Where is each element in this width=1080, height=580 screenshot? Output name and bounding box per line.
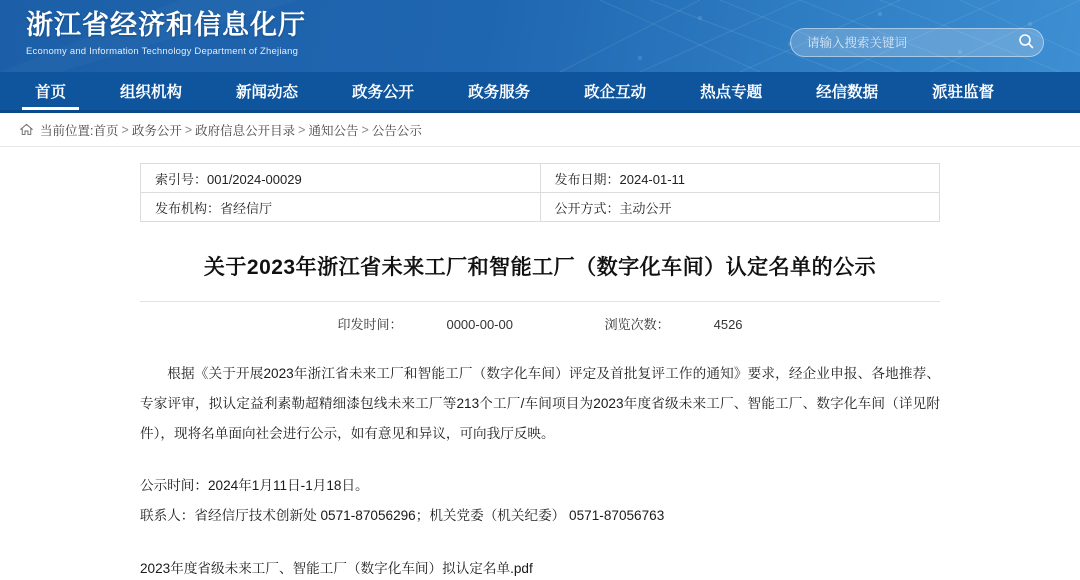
nav-label: 政务公开	[352, 84, 415, 101]
breadcrumb-item-0[interactable]: 首页	[93, 123, 119, 138]
nav-item-0[interactable]	[8, 72, 93, 110]
attachment-link[interactable]: 2023年度省级未来工厂、智能工厂（数字化车间）拟认定名单.pdf	[140, 561, 533, 576]
nav-item-7[interactable]	[789, 72, 905, 110]
home-icon	[20, 123, 33, 136]
article-container	[0, 147, 1080, 577]
article-paragraph-2: 公示时间：2024年1月11日-1月18日。	[140, 478, 369, 493]
breadcrumb-prefix: 当前位置:	[40, 123, 94, 138]
print-time-label: 印发时间：	[337, 317, 403, 332]
search-input[interactable]	[791, 36, 1009, 50]
site-brand[interactable]	[26, 9, 306, 59]
search-button[interactable]	[1009, 29, 1043, 56]
nav-label: 政企互动	[584, 84, 647, 101]
breadcrumb-item-2[interactable]: 政府信息公开目录	[195, 123, 296, 138]
search-icon	[1018, 33, 1034, 52]
nav-item-3[interactable]	[325, 72, 441, 110]
article-paragraph-3: 联系人：省经信厅技术创新处 0571-87056296；机关党委（机关纪委） 0571-87056763	[140, 508, 665, 523]
article-paragraph-1: 根据《关于开展2023年浙江省未来工厂和智能工厂（数字化车间）评定及首批复评工作的通知》要求，经企业申报、各地推荐、专家评审，拟认定益利素勒超精细漆包线未来工厂等213个工厂/车间项目为2023年度省级未来工厂、智能工厂、数字化车间（详见附件），现将名单面向社会进行公示，如有意见和异议，可向我厅反映。	[140, 366, 940, 441]
nav-item-2[interactable]	[209, 72, 325, 110]
breadcrumb-separator: >	[361, 122, 369, 137]
title-divider	[140, 301, 940, 302]
search-box[interactable]	[790, 28, 1044, 57]
print-time-value: 0000-00-00	[446, 317, 513, 332]
breadcrumb-separator: >	[184, 122, 193, 137]
nav-label: 新闻动态	[236, 84, 299, 101]
nav-item-1[interactable]	[93, 72, 209, 110]
nav-label: 首页	[35, 84, 67, 101]
site-title-cn: 浙江省经济和信息化厅	[26, 10, 306, 40]
breadcrumb-item-3[interactable]: 通知公告	[308, 123, 359, 138]
view-count	[583, 317, 765, 332]
nav-label: 组织机构	[120, 84, 183, 101]
metadata-table	[140, 163, 940, 222]
table-row	[141, 193, 940, 222]
article-subinfo	[140, 314, 940, 333]
breadcrumb-separator: >	[298, 122, 306, 137]
page-title: 关于2023年浙江省未来工厂和智能工厂（数字化车间）认定名单的公示	[203, 256, 877, 279]
nav-label: 派驻监督	[932, 84, 995, 101]
nav-label: 政务服务	[468, 84, 531, 101]
meta-publish-date: 发布日期：2024-01-11	[540, 164, 940, 193]
main-nav	[0, 72, 1080, 113]
nav-label: 热点专题	[700, 84, 763, 101]
meta-disclosure-method: 公开方式：主动公开	[540, 193, 940, 222]
article-body	[140, 359, 940, 531]
meta-publisher: 发布机构：省经信厅	[141, 193, 541, 222]
meta-index-number: 索引号：001/2024-00029	[141, 164, 541, 193]
site-title-en: Economy and Information Technology Department of Zhejiang	[26, 46, 299, 57]
breadcrumb-item-1[interactable]: 政务公开	[131, 123, 182, 138]
print-time	[315, 317, 535, 332]
nav-item-8[interactable]	[905, 72, 1021, 110]
nav-label: 经信数据	[816, 84, 879, 101]
view-count-value: 4526	[713, 317, 743, 332]
breadcrumb-item-4[interactable]: 公告公示	[371, 123, 422, 138]
nav-item-4[interactable]	[441, 72, 557, 110]
nav-item-6[interactable]	[673, 72, 789, 110]
view-count-label: 浏览次数：	[604, 317, 670, 332]
table-row	[141, 164, 940, 193]
breadcrumb	[0, 113, 1080, 147]
nav-item-5[interactable]	[557, 72, 673, 110]
site-header	[0, 0, 1080, 72]
breadcrumb-separator: >	[121, 122, 129, 137]
